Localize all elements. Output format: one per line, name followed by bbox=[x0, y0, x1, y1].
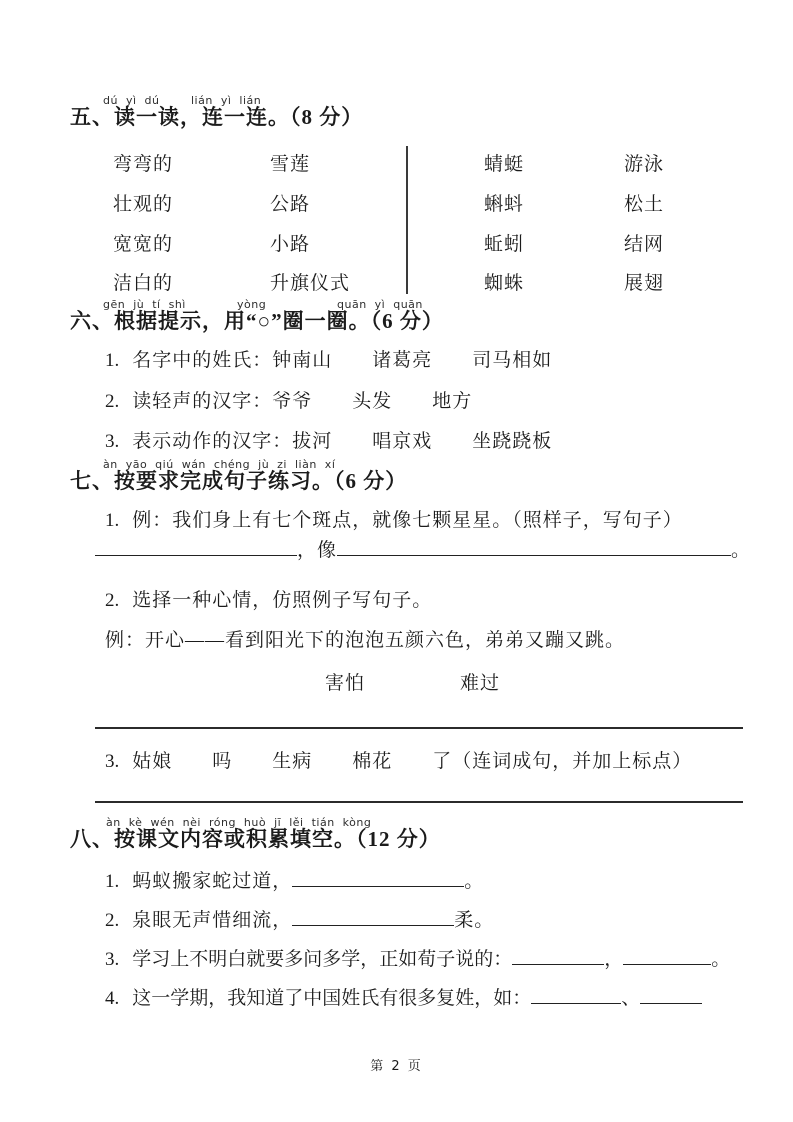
period-text: 柔。 bbox=[454, 910, 495, 931]
pinyin-annotation: àn kè wén nèi róng huò jī lěi tián kòng bbox=[106, 816, 372, 829]
match-item: 升旗仪式 bbox=[270, 273, 351, 294]
answer-blank bbox=[292, 908, 454, 926]
item-text: 学习上不明白就要多问多学，正如荀子说的： bbox=[132, 949, 513, 970]
answer-blank bbox=[337, 538, 731, 556]
example-sentence: 例：开心——看到阳光下的泡泡五颜六色，弟弟又蹦又跳。 bbox=[105, 630, 626, 651]
match-item: 蜘蛛 bbox=[484, 273, 525, 294]
item-number: 3. bbox=[105, 751, 120, 772]
match-item: 弯弯的 bbox=[113, 154, 174, 175]
question-item bbox=[105, 947, 730, 972]
answer-blank bbox=[292, 869, 464, 887]
item-number: 2. bbox=[105, 391, 120, 412]
match-item: 小路 bbox=[270, 234, 311, 255]
enum-comma-text: 、 bbox=[621, 988, 641, 1009]
pinyin-annotation: lián yì lián bbox=[191, 94, 262, 107]
match-item: 壮观的 bbox=[113, 194, 174, 215]
pinyin-annotation: dú yì dú bbox=[103, 94, 160, 107]
item-text: 名字中的姓氏：钟南山 诸葛亮 司马相如 bbox=[132, 350, 553, 371]
connector-text: ，像 bbox=[297, 540, 338, 561]
answer-blank bbox=[531, 986, 621, 1004]
match-item: 蝌蚪 bbox=[484, 194, 525, 215]
item-text: 表示动作的汉字：拔河 唱京戏 坐跷跷板 bbox=[132, 431, 553, 452]
item-number: 1. bbox=[105, 510, 120, 531]
item-number: 2. bbox=[105, 590, 120, 611]
period-text: 。 bbox=[731, 540, 752, 561]
item-text: 选择一种心情，仿照例子写句子。 bbox=[132, 590, 433, 611]
section-five-title: 五、读一读，连一连。（8 分） bbox=[70, 105, 364, 129]
fill-in-line bbox=[95, 538, 751, 563]
question-item bbox=[105, 750, 692, 774]
item-number: 1. bbox=[105, 350, 120, 371]
question-item bbox=[105, 430, 552, 454]
answer-line bbox=[95, 801, 743, 803]
period-text: 。 bbox=[711, 949, 731, 970]
answer-line bbox=[95, 727, 743, 729]
item-text: 泉眼无声惜细流， bbox=[132, 910, 293, 931]
match-item: 洁白的 bbox=[113, 273, 174, 294]
pinyin-annotation: àn yāo qiú wán chéng jù zi liàn xí bbox=[103, 458, 336, 471]
answer-blank bbox=[640, 986, 702, 1004]
column-divider-line bbox=[406, 146, 408, 294]
answer-blank bbox=[95, 538, 297, 556]
question-item bbox=[105, 349, 552, 373]
item-number: 4. bbox=[105, 988, 120, 1009]
item-text: 姑娘 吗 生病 棉花 了（连词成句，并加上标点） bbox=[132, 751, 693, 772]
match-item: 游泳 bbox=[624, 154, 665, 175]
section-seven-title: 七、按要求完成句子练习。（6 分） bbox=[70, 469, 408, 493]
item-number: 3. bbox=[105, 949, 120, 970]
match-item: 宽宽的 bbox=[113, 234, 174, 255]
comma-text: ， bbox=[604, 949, 624, 970]
match-item: 雪莲 bbox=[270, 154, 311, 175]
question-item bbox=[105, 390, 472, 414]
match-item: 结网 bbox=[624, 234, 665, 255]
match-item: 蚯蚓 bbox=[484, 234, 525, 255]
match-item: 展翅 bbox=[624, 273, 665, 294]
question-item bbox=[105, 908, 494, 933]
mood-option: 害怕 bbox=[325, 673, 366, 694]
question-item bbox=[105, 986, 702, 1011]
page-number: 第 2 页 bbox=[370, 1059, 423, 1074]
section-six-title: 六、根据提示，用“○”圈一圈。（6 分） bbox=[70, 309, 444, 333]
mood-option: 难过 bbox=[460, 673, 501, 694]
match-item: 蜻蜓 bbox=[484, 154, 525, 175]
pinyin-annotation: yòng bbox=[237, 298, 267, 311]
item-number: 1. bbox=[105, 871, 120, 892]
item-number: 2. bbox=[105, 910, 120, 931]
match-item: 公路 bbox=[270, 194, 311, 215]
item-text: 蚂蚁搬家蛇过道， bbox=[132, 871, 293, 892]
period-text: 。 bbox=[464, 871, 485, 892]
pinyin-annotation: gēn jù tí shì bbox=[103, 298, 186, 311]
question-item bbox=[105, 589, 432, 613]
section-eight-title: 八、按课文内容或积累填空。（12 分） bbox=[70, 827, 441, 851]
item-text: 这一学期，我知道了中国姓氏有很多复姓，如： bbox=[132, 988, 532, 1009]
question-item bbox=[105, 509, 683, 533]
answer-blank bbox=[623, 947, 711, 965]
answer-blank bbox=[512, 947, 604, 965]
match-item: 松土 bbox=[624, 194, 665, 215]
item-text: 例：我们身上有七个斑点，就像七颗星星。（照样子，写句子） bbox=[132, 510, 683, 531]
item-text: 读轻声的汉字：爷爷 头发 地方 bbox=[132, 391, 473, 412]
pinyin-annotation: quān yì quān bbox=[337, 298, 423, 311]
question-item bbox=[105, 869, 484, 894]
item-number: 3. bbox=[105, 431, 120, 452]
